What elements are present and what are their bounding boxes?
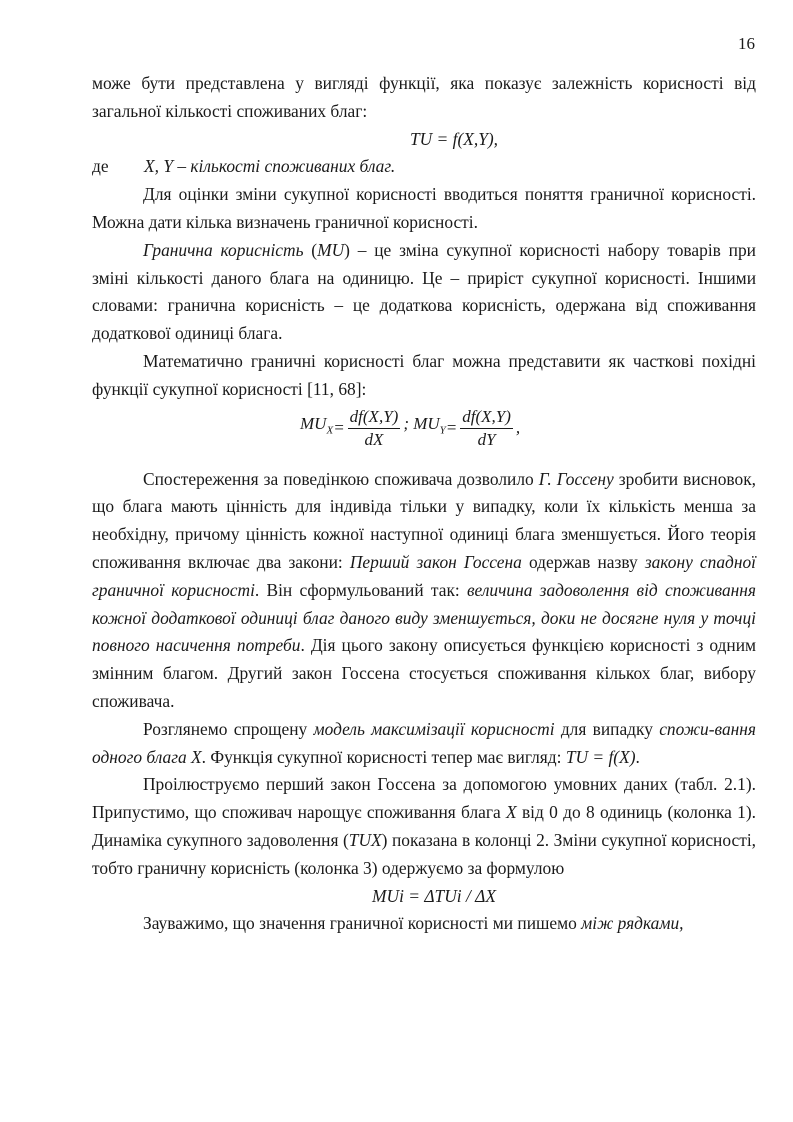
fraction-dx-numerator: df(X,Y)	[348, 406, 401, 429]
fraction-dy-numerator: df(X,Y)	[460, 406, 513, 429]
good-x: X	[506, 802, 517, 823]
paragraph-illustration: Проілюструємо перший закон Госсена за допомогою умовних даних (табл. 2.1). Припустимо, що споживач нарощує споживання блага X від 0 до 8 одиниць (колонка 1). Динаміка сукупного задоволення (TUX) показана в колонці 2. Зміни сукупної корисності, тобто граничну корисність (колонка 3) одержуємо за формулою	[92, 774, 757, 878]
paragraph-definition	[92, 237, 756, 348]
term-marginal-utility: Гранична корисність	[143, 239, 304, 260]
mu-eq-2: =	[445, 418, 458, 438]
paragraph-model: Розглянемо спрощену модель максимізації корисності для випадку спожи-вання одного блага X. Функція сукупної корисності тепер має вигляд: TU = f(X).	[92, 718, 756, 767]
formula-mu-i: MUi = ΔTUi / ΔX	[372, 885, 496, 906]
formula-total-utility: TU = f(X,Y),	[409, 128, 499, 149]
abbr-open: (	[303, 239, 318, 260]
model-case: спожи-вання одного блага X	[92, 718, 756, 767]
fraction-dy-denominator: dY	[477, 429, 496, 449]
page-number: 16	[738, 34, 755, 53]
law-name: закону спадної граничної корисності	[92, 551, 756, 600]
gossen-first-law: Перший закон Госсена	[349, 551, 522, 572]
gossen-name: Г. Госсену	[538, 468, 614, 489]
model-name: модель максимізації корисності	[313, 718, 555, 739]
formula-marginal-utilities	[92, 404, 756, 466]
tux-symbol: TUX	[348, 829, 382, 850]
de-label: де	[92, 156, 109, 177]
paragraph-gossen: Спостереження за поведінкою споживача дозволило Г. Госсену зробити висновок, що блага мають цінність для індивіда тільки у випадку, коли їх кількість менша за необхідну, причому цінність кожної наступної одиниці блага зменшується. Його теорія споживання включає два закони: Перший закон Госсена одержав назву закону спадної граничної корисності. Він сформульований так: величина задоволення від споживання кожної додаткової одиниці благ даного виду зменшується, доки не досягне нуля у точці повного насичення потреби. Дія цього закону описується функцією корисності з одним змінним благом. Другий закон Госсена стосується споживання кількох благ, вибору споживача.	[92, 468, 757, 711]
abbr-mu: MU	[317, 239, 345, 260]
mu-end: ,	[515, 418, 521, 438]
definition-rest: ) – це зміна сукупної корисності набору товарів при зміні кількості даного блага на одиницю. Це – приріст сукупної корисності. Іншими словами: гранична корисність – це додаткова корисність, одержана від споживання додаткової одиниці блага.	[92, 239, 756, 344]
between-rows: між рядками,	[581, 913, 684, 934]
fraction-dx	[348, 406, 401, 451]
law-formulation: величина задоволення від споживання кожної додаткової одиниці благ даного виду зменшується, доки не досягне нуля у точці повного насичення потреби	[92, 579, 756, 656]
paragraph-change: Для оцінки зміни сукупної корисності вводиться поняття граничної корисності. Можна дати кілька визначень граничної корисності.	[92, 184, 756, 232]
fraction-dx-denominator: dX	[364, 429, 384, 449]
definition-line	[92, 153, 756, 181]
de-text: X, Y – кількості споживаних благ.	[144, 156, 396, 177]
fraction-dy	[460, 406, 513, 451]
paragraph-note: Зауважимо, що значення граничної корисності ми пишемо між рядками,	[143, 913, 684, 934]
model-formula: TU = f(X)	[565, 746, 636, 767]
mu-eq-1: =	[333, 418, 345, 438]
mu-x-label: $MU_X$	[300, 414, 334, 437]
page-body	[92, 70, 756, 938]
paragraph-math: Математично граничні корисності благ можна представити як часткові похідні функції сукупної корисності [11, 68]:	[92, 350, 756, 399]
mu-formula	[300, 406, 520, 451]
paragraph-intro: може бути представлена у вигляді функції, яка показує залежність корисності від загальної кількості споживаних благ:	[92, 73, 756, 121]
mu-y-label: ; $MU_Y$	[403, 414, 446, 437]
